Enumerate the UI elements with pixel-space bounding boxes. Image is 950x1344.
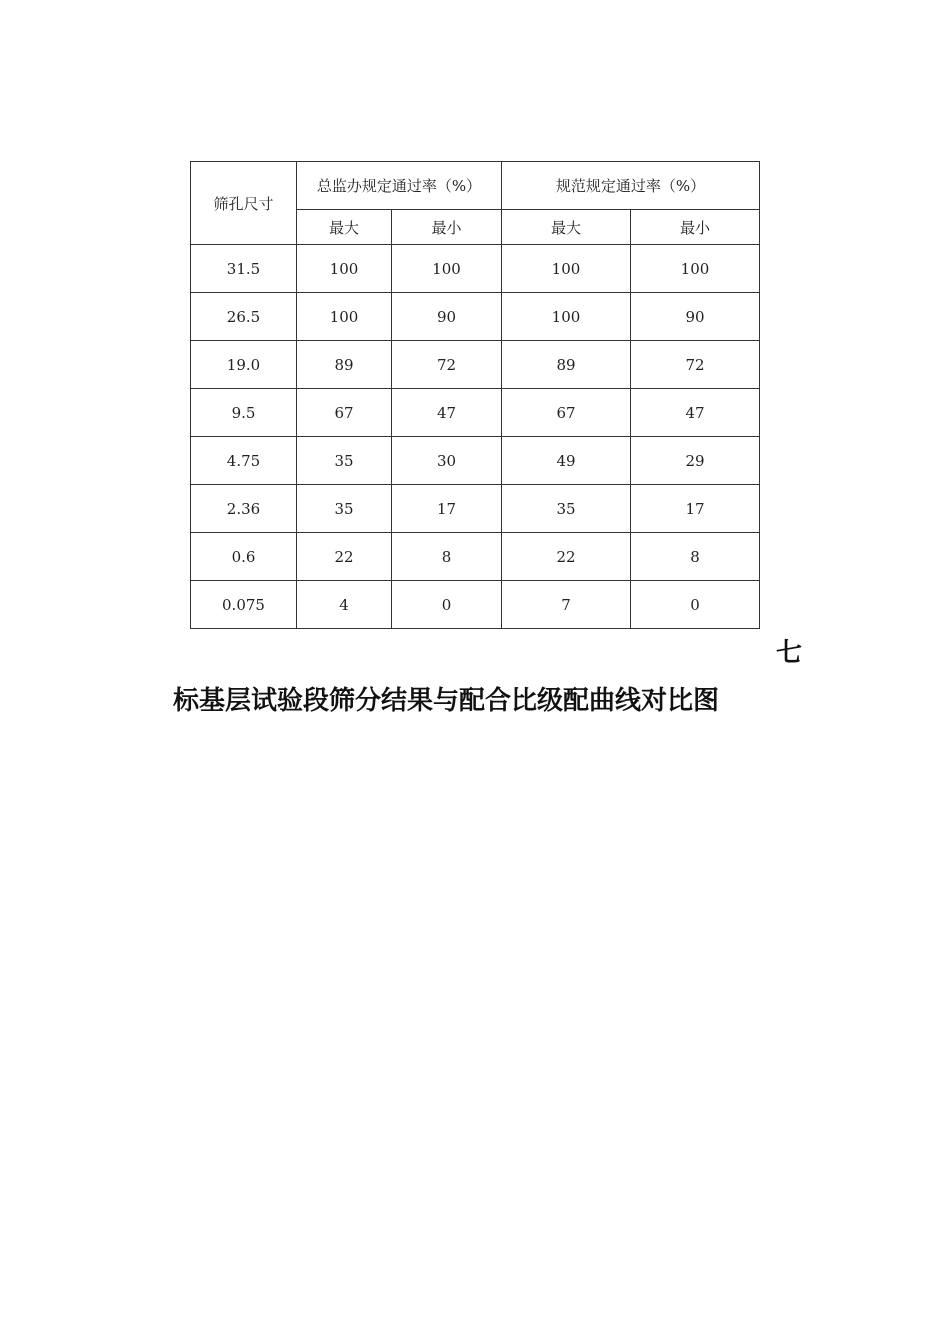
table-row xyxy=(191,437,760,485)
spec-rate-header: 规范规定通过率（%） xyxy=(502,162,760,210)
spec-min-cell: 72 xyxy=(631,341,760,389)
supervisor-min-cell: 17 xyxy=(392,485,502,533)
table-row xyxy=(191,581,760,629)
sieve-size-cell: 2.36 xyxy=(191,485,297,533)
spec-min-cell: 90 xyxy=(631,293,760,341)
spec-max-cell: 89 xyxy=(502,341,631,389)
sieve-size-cell: 4.75 xyxy=(191,437,297,485)
supervisor-rate-header: 总监办规定通过率（%） xyxy=(297,162,502,210)
spec-min-header: 最小 xyxy=(631,210,760,245)
table-row xyxy=(191,245,760,293)
supervisor-max-cell: 35 xyxy=(297,437,392,485)
table-row xyxy=(191,389,760,437)
supervisor-max-cell: 100 xyxy=(297,245,392,293)
sieve-size-header: 筛孔尺寸 xyxy=(191,162,297,245)
supervisor-max-cell: 67 xyxy=(297,389,392,437)
spec-min-cell: 17 xyxy=(631,485,760,533)
sieve-size-cell: 19.0 xyxy=(191,341,297,389)
spec-max-cell: 7 xyxy=(502,581,631,629)
spec-min-cell: 8 xyxy=(631,533,760,581)
spec-min-cell: 100 xyxy=(631,245,760,293)
spec-min-cell: 47 xyxy=(631,389,760,437)
spec-max-cell: 100 xyxy=(502,245,631,293)
supervisor-min-cell: 90 xyxy=(392,293,502,341)
spec-max-cell: 35 xyxy=(502,485,631,533)
table-row xyxy=(191,533,760,581)
supervisor-min-cell: 72 xyxy=(392,341,502,389)
supervisor-max-cell: 89 xyxy=(297,341,392,389)
table-row xyxy=(191,485,760,533)
sieve-size-cell: 0.075 xyxy=(191,581,297,629)
spec-max-cell: 67 xyxy=(502,389,631,437)
supervisor-min-cell: 8 xyxy=(392,533,502,581)
table-row xyxy=(191,293,760,341)
heading-char: 七 xyxy=(776,638,803,668)
sieve-size-cell: 26.5 xyxy=(191,293,297,341)
supervisor-max-cell: 22 xyxy=(297,533,392,581)
spec-max-header: 最大 xyxy=(502,210,631,245)
table-row xyxy=(191,341,760,389)
spec-max-cell: 22 xyxy=(502,533,631,581)
supervisor-min-header: 最小 xyxy=(392,210,502,245)
sieve-size-cell: 9.5 xyxy=(191,389,297,437)
gradation-table xyxy=(190,161,760,629)
supervisor-max-cell: 100 xyxy=(297,293,392,341)
supervisor-min-cell: 100 xyxy=(392,245,502,293)
supervisor-max-cell: 35 xyxy=(297,485,392,533)
supervisor-max-header: 最大 xyxy=(297,210,392,245)
supervisor-max-cell: 4 xyxy=(297,581,392,629)
sieve-size-cell: 0.6 xyxy=(191,533,297,581)
header-row-1 xyxy=(191,162,760,210)
supervisor-min-cell: 30 xyxy=(392,437,502,485)
figure-caption: 标基层试验段筛分结果与配合比级配曲线对比图 xyxy=(173,686,720,716)
supervisor-min-cell: 0 xyxy=(392,581,502,629)
spec-max-cell: 100 xyxy=(502,293,631,341)
spec-min-cell: 29 xyxy=(631,437,760,485)
supervisor-min-cell: 47 xyxy=(392,389,502,437)
spec-min-cell: 0 xyxy=(631,581,760,629)
sieve-size-cell: 31.5 xyxy=(191,245,297,293)
spec-max-cell: 49 xyxy=(502,437,631,485)
